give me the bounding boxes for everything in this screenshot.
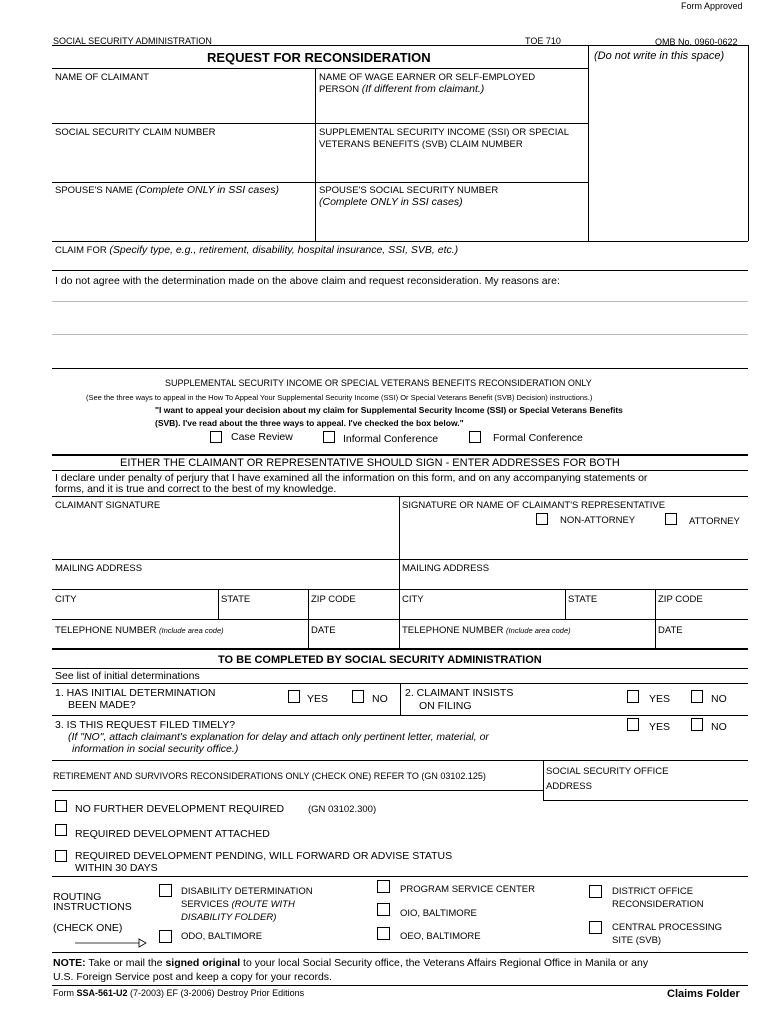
ssi-claim-number-field[interactable]: [318, 152, 586, 180]
address-label: ADDRESS: [546, 781, 592, 792]
pending-label-1: REQUIRED DEVELOPMENT PENDING, WILL FORWARD OR ADVISE STATUS: [75, 850, 453, 862]
no-further-label: NO FURTHER DEVELOPMENT REQUIRED: [75, 803, 285, 815]
routing-label-2: INSTRUCTIONS: [53, 901, 132, 913]
q1-yes-label: YES: [307, 693, 329, 705]
q1-label-2: BEEN MADE?: [68, 699, 136, 711]
spouse-name-field[interactable]: [55, 200, 313, 238]
page-title: REQUEST FOR RECONSIDERATION: [207, 50, 431, 65]
name-of-claimant-label: NAME OF CLAIMANT: [55, 72, 149, 83]
claimant-mailing-address-field[interactable]: [55, 575, 395, 587]
informal-conference-checkbox[interactable]: [323, 431, 335, 443]
claimant-telephone-label: TELEPHONE NUMBER (Include area code): [55, 625, 224, 636]
q3-label: 3. IS THIS REQUEST FILED TIMELY?: [55, 719, 236, 731]
claimant-signature-field[interactable]: [55, 512, 395, 556]
ss-claim-number-field[interactable]: [55, 142, 313, 180]
ssi-section-heading: SUPPLEMENTAL SECURITY INCOME OR SPECIAL VETERANS BENEFITS RECONSIDERATION ONLY: [165, 378, 592, 388]
q3-note-1: (If "NO", attach claimant's explanation for delay and attach only pertinent letter, material, or: [68, 731, 489, 743]
psc-label: PROGRAM SERVICE CENTER: [400, 884, 535, 895]
see-list-note: See list of initial determinations: [55, 670, 200, 682]
signature-heading: EITHER THE CLAIMANT OR REPRESENTATIVE SHOULD SIGN - ENTER ADDRESSES FOR BOTH: [120, 457, 620, 469]
ss-office-label: SOCIAL SECURITY OFFICE: [546, 766, 669, 777]
spouse-name-label: SPOUSE'S NAME (Complete ONLY in SSI cases): [55, 184, 280, 196]
claim-for-label: CLAIM FOR (Specify type, e.g., retirement, disability, hospital insurance, SSI, SVB, etc.): [55, 244, 459, 256]
declaration-1: I declare under penalty of perjury that I have examined all the information on this form, and on any accompanying statements or: [55, 472, 648, 484]
q2-no-checkbox[interactable]: [691, 690, 703, 703]
district-office-label-2: RECONSIDERATION: [612, 899, 704, 910]
claimant-state-label: STATE: [221, 594, 251, 605]
pending-checkbox[interactable]: [55, 850, 67, 862]
spouse-ssn-field[interactable]: [318, 212, 586, 238]
odo-checkbox[interactable]: [159, 930, 172, 943]
reasons-field[interactable]: [52, 288, 748, 368]
central-processing-label-1: CENTRAL PROCESSING: [612, 922, 722, 933]
claims-folder-label: Claims Folder: [667, 988, 740, 1000]
claimant-date-label: DATE: [311, 625, 336, 636]
q1-label-1: 1. HAS INITIAL DETERMINATION: [55, 687, 216, 699]
central-processing-label-2: SITE (SVB): [612, 935, 662, 946]
rep-city-label: CITY: [402, 594, 424, 605]
dds-label-1: DISABILITY DETERMINATION: [181, 886, 313, 897]
oio-checkbox[interactable]: [377, 903, 390, 916]
non-attorney-label: NON-ATTORNEY: [560, 515, 636, 526]
rep-date-label: DATE: [658, 625, 683, 636]
claimant-name-field[interactable]: [55, 96, 313, 122]
declaration-2: forms, and it is true and correct to the best of my knowledge.: [55, 483, 337, 495]
do-not-write-note: (Do not write in this space): [594, 50, 725, 62]
no-further-ref: (GN 03102.300): [308, 804, 377, 815]
district-office-checkbox[interactable]: [589, 885, 602, 898]
agency-name: SOCIAL SECURITY ADMINISTRATION: [53, 36, 212, 46]
spouse-ssn-label: SPOUSE'S SOCIAL SECURITY NUMBER: [319, 185, 499, 196]
district-office-label-1: DISTRICT OFFICE: [612, 886, 694, 897]
no-further-checkbox[interactable]: [55, 800, 67, 812]
required-attached-checkbox[interactable]: [55, 824, 67, 836]
note-line-2: U.S. Foreign Service post and keep a copy for your records.: [53, 971, 332, 983]
rep-state-label: STATE: [568, 594, 598, 605]
q3-no-checkbox[interactable]: [691, 718, 703, 731]
routing-label-1: ROUTING: [53, 891, 102, 903]
wage-earner-label: NAME OF WAGE EARNER OR SELF-EMPLOYED: [319, 72, 536, 83]
q3-no-label: NO: [711, 721, 727, 733]
form-approved: Form Approved: [681, 1, 743, 11]
check-one-label: (CHECK ONE): [53, 922, 123, 934]
claim-for-field[interactable]: [55, 257, 745, 269]
q1-no-checkbox[interactable]: [352, 690, 364, 703]
odo-label: ODO, BALTIMORE: [181, 931, 263, 942]
attorney-label: ATTORNEY: [689, 516, 740, 527]
note-line-1: NOTE: Take or mail the signed original to your local Social Security office, the Veterans Affairs Regional Office in Manila or any: [53, 957, 649, 969]
rep-zip-label: ZIP CODE: [658, 594, 703, 605]
oeo-checkbox[interactable]: [377, 927, 390, 940]
toe-number: TOE 710: [525, 36, 561, 46]
attorney-checkbox[interactable]: [665, 513, 677, 525]
q1-no-label: NO: [372, 693, 388, 705]
rep-signature-label: SIGNATURE OR NAME OF CLAIMANT'S REPRESENTATIVE: [402, 500, 666, 511]
ssi-claim-number-label: SUPPLEMENTAL SECURITY INCOME (SSI) OR SPECIAL: [319, 127, 570, 138]
pending-label-2: WITHIN 30 DAYS: [75, 862, 158, 874]
required-attached-label: REQUIRED DEVELOPMENT ATTACHED: [75, 828, 270, 840]
ss-claim-number-label: SOCIAL SECURITY CLAIM NUMBER: [55, 127, 216, 138]
rep-signature-field[interactable]: [402, 530, 746, 556]
q2-yes-label: YES: [649, 693, 671, 705]
q3-yes-label: YES: [649, 721, 671, 733]
omb-number: OMB No. 0960-0622: [655, 37, 738, 47]
psc-checkbox[interactable]: [377, 880, 390, 893]
claimant-zip-label: ZIP CODE: [311, 594, 356, 605]
ssi-claim-number-label-2: VETERANS BENEFITS (SVB) CLAIM NUMBER: [319, 139, 523, 150]
wage-earner-label-2: PERSON (If different from claimant.): [319, 83, 485, 95]
dds-label-3: DISABILITY FOLDER): [181, 912, 277, 923]
claimant-city-label: CITY: [55, 594, 77, 605]
q3-note-2: information in social security office.): [72, 743, 239, 755]
non-attorney-checkbox[interactable]: [536, 513, 548, 525]
appeal-statement-1: "I want to appeal your decision about my claim for Supplemental Security Income (SSI) or Special Veterans Benefits: [155, 405, 623, 415]
arrow-right-icon: [75, 935, 147, 945]
q2-yes-checkbox[interactable]: [627, 690, 639, 703]
oio-label: OIO, BALTIMORE: [400, 908, 477, 919]
q1-yes-checkbox[interactable]: [288, 690, 300, 703]
dds-label-2: SERVICES (ROUTE WITH: [181, 899, 295, 910]
appeal-statement-2: (SVB). I've read about the three ways to appeal. I've checked the box below.": [155, 418, 464, 428]
retirement-note: RETIREMENT AND SURVIVORS RECONSIDERATIONS ONLY (CHECK ONE) REFER TO (GN 03102.125): [53, 771, 486, 781]
claimant-signature-label: CLAIMANT SIGNATURE: [55, 500, 161, 511]
informal-conference-label: Informal Conference: [343, 433, 439, 445]
ssi-instructions: (See the three ways to appeal in the How To Appeal Your Supplemental Security Income (SSI) Or Special Veterans Benefit (SVB) Decision) instructions.): [86, 393, 593, 402]
q3-yes-checkbox[interactable]: [627, 718, 639, 731]
rep-mailing-address-field[interactable]: [402, 575, 746, 587]
form-number: Form SSA-561-U2 (7-2003) EF (3-2006) Destroy Prior Editions: [53, 988, 305, 998]
ssa-section-heading: TO BE COMPLETED BY SOCIAL SECURITY ADMINISTRATION: [218, 654, 542, 666]
case-review-label: Case Review: [231, 431, 293, 443]
formal-conference-checkbox[interactable]: [469, 431, 481, 443]
formal-conference-label: Formal Conference: [493, 432, 583, 444]
spouse-ssn-note: (Complete ONLY in SSI cases): [319, 196, 463, 208]
oeo-label: OEO, BALTIMORE: [400, 931, 481, 942]
case-review-checkbox[interactable]: [210, 431, 222, 443]
wage-earner-name-field[interactable]: [318, 98, 586, 122]
rep-mailing-address-label: MAILING ADDRESS: [402, 563, 490, 574]
q2-no-label: NO: [711, 693, 727, 705]
claimant-mailing-address-label: MAILING ADDRESS: [55, 563, 143, 574]
central-processing-checkbox[interactable]: [589, 921, 602, 934]
rep-telephone-label: TELEPHONE NUMBER (Include area code): [402, 625, 571, 636]
q2-label-2: ON FILING: [419, 700, 472, 712]
disagree-statement: I do not agree with the determination made on the above claim and request reconsideration. My reasons are:: [55, 275, 560, 287]
dds-checkbox[interactable]: [159, 884, 172, 897]
q2-label-1: 2. CLAIMANT INSISTS: [405, 687, 514, 699]
